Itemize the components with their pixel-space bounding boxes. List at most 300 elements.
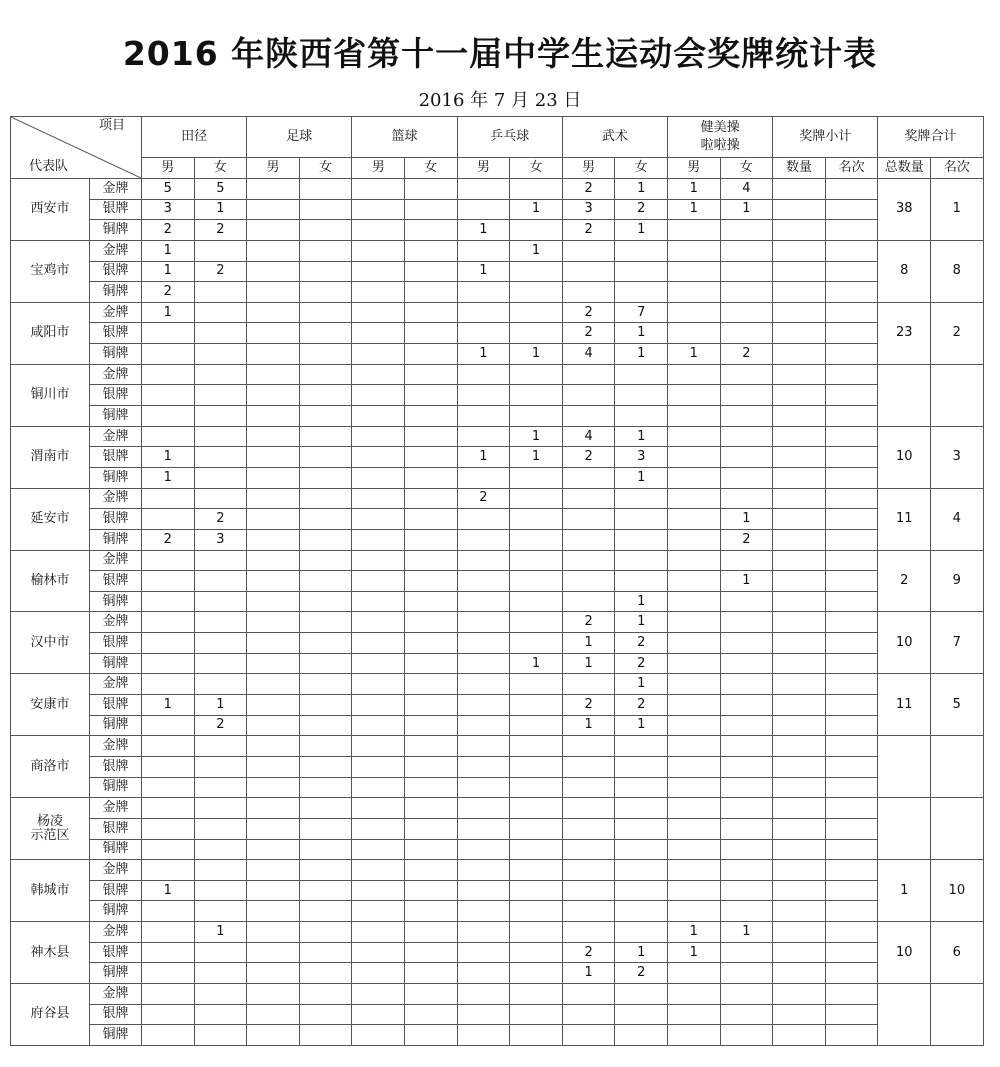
medal-count-cell [825,963,878,984]
medal-count-cell: 1 [562,633,615,654]
medal-count-cell [773,1025,826,1046]
corner-team-label: 代表队 [29,159,69,174]
medal-count-cell [668,282,721,303]
medal-count-cell: 2 [194,261,247,282]
medal-count-cell: 3 [615,447,668,468]
medal-count-cell [194,406,247,427]
medal-count-cell [562,282,615,303]
medal-count-cell: 2 [457,488,510,509]
medal-count-cell [720,612,773,633]
subtotal-header: 奖牌小计 [773,117,878,158]
medal-count-cell [142,426,195,447]
medal-count-cell [825,756,878,777]
medal-count-cell [457,942,510,963]
medal-count-cell [615,736,668,757]
medal-count-cell [668,695,721,716]
medal-count-cell [773,880,826,901]
medal-count-cell [194,777,247,798]
medal-count-cell [720,736,773,757]
medal-count-cell [247,571,300,592]
medal-count-cell [405,426,458,447]
medal-count-cell [510,550,563,571]
medal-count-cell [668,715,721,736]
medal-count-cell [720,447,773,468]
male-header: 男 [457,158,510,179]
medal-count-cell: 1 [142,467,195,488]
medal-count-cell [615,777,668,798]
medal-count-cell [405,1025,458,1046]
medal-count-cell [142,901,195,922]
medal-count-cell [825,674,878,695]
medal-count-cell [352,467,405,488]
table-row [11,1025,984,1046]
table-row [11,240,984,261]
medal-count-cell [668,839,721,860]
total-rank-cell: 5 [931,674,984,736]
medal-count-cell: 1 [142,447,195,468]
medal-count-cell [668,633,721,654]
medal-type-label: 金牌 [90,612,142,633]
table-row [11,633,984,654]
medal-count-cell [720,633,773,654]
medal-count-cell [352,818,405,839]
medal-count-cell [720,715,773,736]
medal-count-cell [773,983,826,1004]
medal-count-cell: 2 [562,302,615,323]
medal-count-cell: 3 [562,199,615,220]
medal-count-cell [668,529,721,550]
medal-count-cell [510,1004,563,1025]
medal-count-cell [299,715,352,736]
medal-count-cell [562,922,615,943]
medal-count-cell [668,612,721,633]
table-row [11,282,984,303]
medal-count-cell [457,550,510,571]
medal-count-cell [194,447,247,468]
medal-count-cell [299,839,352,860]
medal-count-cell: 1 [615,220,668,241]
medal-count-cell [825,529,878,550]
team-name: 府谷县 [11,983,90,1045]
female-header: 女 [194,158,247,179]
medal-count-cell [510,364,563,385]
medal-count-cell: 1 [142,880,195,901]
medal-count-cell [247,447,300,468]
total-count-cell: 8 [878,240,931,302]
female-header: 女 [615,158,668,179]
medal-count-cell [510,880,563,901]
medal-count-cell: 1 [142,302,195,323]
medal-count-cell [720,261,773,282]
table-row [11,942,984,963]
medal-count-cell [825,488,878,509]
medal-type-label: 银牌 [90,756,142,777]
medal-type-label: 金牌 [90,860,142,881]
medal-count-cell [773,777,826,798]
total-count-cell: 11 [878,488,931,550]
medal-count-cell [510,901,563,922]
medal-count-cell [720,1025,773,1046]
medal-count-cell [773,839,826,860]
medal-count-cell [194,591,247,612]
medal-count-cell [299,798,352,819]
medal-count-cell [510,179,563,200]
medal-count-cell [720,839,773,860]
medal-count-cell [510,983,563,1004]
rank-header: 名次 [825,158,878,179]
medal-count-cell [720,695,773,716]
medal-count-cell: 1 [142,695,195,716]
medal-count-cell [562,818,615,839]
medal-count-cell [405,756,458,777]
medal-count-cell [299,571,352,592]
medal-count-cell [510,818,563,839]
medal-count-cell [142,571,195,592]
medal-count-cell [247,261,300,282]
medal-count-cell: 2 [562,323,615,344]
medal-type-label: 铜牌 [90,591,142,612]
team-name: 汉中市 [11,612,90,674]
medal-count-cell [247,240,300,261]
medal-count-cell [720,777,773,798]
medal-count-cell [352,550,405,571]
medal-count-cell: 2 [562,179,615,200]
medal-type-label: 银牌 [90,509,142,530]
medal-count-cell [720,282,773,303]
medal-count-cell [299,777,352,798]
medal-count-cell: 2 [194,220,247,241]
medal-count-cell [247,488,300,509]
medal-count-cell [510,942,563,963]
medal-type-label: 铜牌 [90,653,142,674]
medal-count-cell [352,777,405,798]
table-row [11,509,984,530]
medal-count-cell [668,406,721,427]
medal-count-cell [510,922,563,943]
medal-count-cell [247,901,300,922]
medal-count-cell [720,880,773,901]
medal-count-cell [247,736,300,757]
medal-count-cell: 2 [562,612,615,633]
medal-count-cell: 5 [142,179,195,200]
corner-item-label: 项目 [98,118,125,133]
medal-count-cell [299,942,352,963]
table-row [11,860,984,881]
medal-count-cell: 1 [194,922,247,943]
female-header: 女 [299,158,352,179]
medal-type-label: 铜牌 [90,529,142,550]
medal-count-cell [825,447,878,468]
medal-count-cell [562,901,615,922]
medal-count-cell [352,571,405,592]
medal-count-cell [668,860,721,881]
total-rank-cell: 2 [931,302,984,364]
medal-count-cell [773,756,826,777]
medal-count-cell [773,447,826,468]
medal-count-cell [457,406,510,427]
medal-count-cell [352,798,405,819]
medal-count-cell [352,983,405,1004]
medal-count-cell [720,756,773,777]
table-row [11,715,984,736]
table-row [11,199,984,220]
medal-table [10,116,984,1046]
medal-count-cell [773,674,826,695]
medal-count-cell [510,633,563,654]
medal-count-cell [247,364,300,385]
medal-count-cell [194,385,247,406]
table-row [11,467,984,488]
medal-count-cell [825,467,878,488]
medal-count-cell [825,199,878,220]
medal-count-cell [194,1025,247,1046]
medal-type-label: 金牌 [90,674,142,695]
male-header: 男 [352,158,405,179]
medal-type-label: 银牌 [90,385,142,406]
medal-count-cell [825,880,878,901]
medal-count-cell [773,1004,826,1025]
medal-count-cell [615,983,668,1004]
medal-count-cell [247,385,300,406]
event-header-wushu: 武术 [562,117,667,158]
medal-count-cell: 2 [720,344,773,365]
medal-count-cell [247,818,300,839]
medal-count-cell: 1 [615,612,668,633]
medal-count-cell [773,426,826,447]
medal-count-cell [405,798,458,819]
medal-count-cell: 2 [142,220,195,241]
medal-count-cell [773,302,826,323]
total-count-cell [878,364,931,426]
medal-count-cell: 1 [194,199,247,220]
medal-type-label: 银牌 [90,261,142,282]
medal-count-cell [668,550,721,571]
medal-count-cell [299,220,352,241]
medal-count-cell [352,1004,405,1025]
medal-count-cell [142,1025,195,1046]
medal-count-cell [142,633,195,654]
medal-count-cell [773,467,826,488]
medal-count-cell [773,695,826,716]
medal-count-cell [352,901,405,922]
medal-count-cell [510,571,563,592]
medal-count-cell [352,261,405,282]
table-row [11,447,984,468]
table-row [11,901,984,922]
medal-count-cell [247,798,300,819]
medal-count-cell [720,674,773,695]
medal-count-cell [299,695,352,716]
medal-count-cell [825,1025,878,1046]
medal-count-cell [405,385,458,406]
medal-count-cell [352,922,405,943]
table-row [11,323,984,344]
medal-count-cell [773,179,826,200]
medal-count-cell [668,1004,721,1025]
medal-count-cell [615,839,668,860]
medal-count-cell [615,860,668,881]
table-row [11,612,984,633]
medal-type-label: 铜牌 [90,467,142,488]
medal-count-cell [247,942,300,963]
medal-count-cell [615,364,668,385]
medal-count-cell [457,756,510,777]
medal-count-cell [142,777,195,798]
medal-count-cell [247,220,300,241]
medal-count-cell [668,323,721,344]
medal-type-label: 金牌 [90,550,142,571]
event-header-athletics: 田径 [142,117,247,158]
table-row [11,653,984,674]
medal-count-cell [615,571,668,592]
medal-count-cell [668,220,721,241]
medal-count-cell [299,756,352,777]
medal-count-cell [615,1004,668,1025]
total-count-cell [878,983,931,1045]
medal-count-cell [194,942,247,963]
medal-count-cell [299,488,352,509]
total-count-cell: 1 [878,860,931,922]
medal-count-cell [352,695,405,716]
team-name: 韩城市 [11,860,90,922]
medal-count-cell: 1 [510,240,563,261]
medal-count-cell [825,736,878,757]
medal-count-cell: 1 [562,653,615,674]
medal-count-cell: 2 [720,529,773,550]
medal-count-cell [405,922,458,943]
medal-count-cell [562,860,615,881]
table-row [11,406,984,427]
medal-type-label: 铜牌 [90,344,142,365]
medal-count-cell [825,323,878,344]
medal-count-cell [247,612,300,633]
team-name: 神木县 [11,922,90,984]
team-name: 商洛市 [11,736,90,798]
medal-count-cell [510,963,563,984]
medal-count-cell [352,488,405,509]
total-rank-cell: 8 [931,240,984,302]
medal-count-cell [457,323,510,344]
medal-count-cell [405,1004,458,1025]
medal-count-cell [194,240,247,261]
medal-count-cell [562,571,615,592]
medal-count-cell [299,612,352,633]
medal-count-cell [457,612,510,633]
medal-count-cell [562,550,615,571]
medal-count-cell [825,818,878,839]
medal-count-cell [194,426,247,447]
medal-count-cell [720,901,773,922]
medal-count-cell [825,220,878,241]
medal-count-cell [457,571,510,592]
medal-count-cell: 1 [562,963,615,984]
medal-count-cell [194,364,247,385]
medal-count-cell [194,818,247,839]
medal-count-cell: 2 [615,633,668,654]
medal-count-cell [405,591,458,612]
medal-count-cell [615,901,668,922]
medal-type-label: 金牌 [90,488,142,509]
medal-count-cell [457,179,510,200]
medal-count-cell: 1 [668,922,721,943]
medal-count-cell [510,261,563,282]
medal-count-cell: 2 [194,509,247,530]
medal-count-cell: 1 [720,922,773,943]
medal-count-cell [247,1004,300,1025]
medal-count-cell [510,798,563,819]
medal-count-cell [773,591,826,612]
medal-count-cell [352,447,405,468]
medal-count-cell [352,633,405,654]
medal-count-cell [668,571,721,592]
medal-count-cell [720,426,773,447]
medal-count-cell [405,674,458,695]
table-row [11,571,984,592]
total-count-cell: 10 [878,426,931,488]
medal-count-cell [457,591,510,612]
medal-count-cell [352,406,405,427]
medal-count-cell [668,653,721,674]
medal-count-cell [510,323,563,344]
medal-count-cell [247,529,300,550]
medal-count-cell [299,323,352,344]
medal-count-cell [825,509,878,530]
team-name: 渭南市 [11,426,90,488]
medal-count-cell [562,1004,615,1025]
medal-count-cell [510,220,563,241]
medal-count-cell [299,922,352,943]
medal-count-cell [720,550,773,571]
medal-count-cell [457,983,510,1004]
page-title: 2016 年陕西省第十一届中学生运动会奖牌统计表 [122,34,878,73]
team-name: 宝鸡市 [11,240,90,302]
medal-count-cell: 1 [720,571,773,592]
medal-count-cell [562,364,615,385]
table-row [11,220,984,241]
medal-count-cell [720,963,773,984]
medal-count-cell [142,839,195,860]
medal-count-cell [299,674,352,695]
medal-count-cell [825,839,878,860]
medal-count-cell [562,983,615,1004]
medal-count-cell [352,282,405,303]
medal-count-cell [247,199,300,220]
medal-count-cell [352,426,405,447]
medal-count-cell [405,344,458,365]
medal-count-cell [668,302,721,323]
medal-count-cell [247,963,300,984]
medal-type-label: 铜牌 [90,1025,142,1046]
table-row [11,344,984,365]
total-count-header: 总数量 [878,158,931,179]
medal-count-cell [825,571,878,592]
medal-count-cell [615,922,668,943]
medal-count-cell [668,426,721,447]
table-row [11,302,984,323]
table-row [11,756,984,777]
medal-count-cell [194,901,247,922]
medal-count-cell: 3 [142,199,195,220]
medal-count-cell [668,777,721,798]
medal-count-cell: 2 [615,653,668,674]
medal-count-cell [510,591,563,612]
total-count-cell: 10 [878,612,931,674]
medal-count-cell [142,509,195,530]
medal-count-cell [457,715,510,736]
medal-count-cell [142,653,195,674]
medal-count-cell [194,756,247,777]
medal-count-cell: 2 [142,529,195,550]
